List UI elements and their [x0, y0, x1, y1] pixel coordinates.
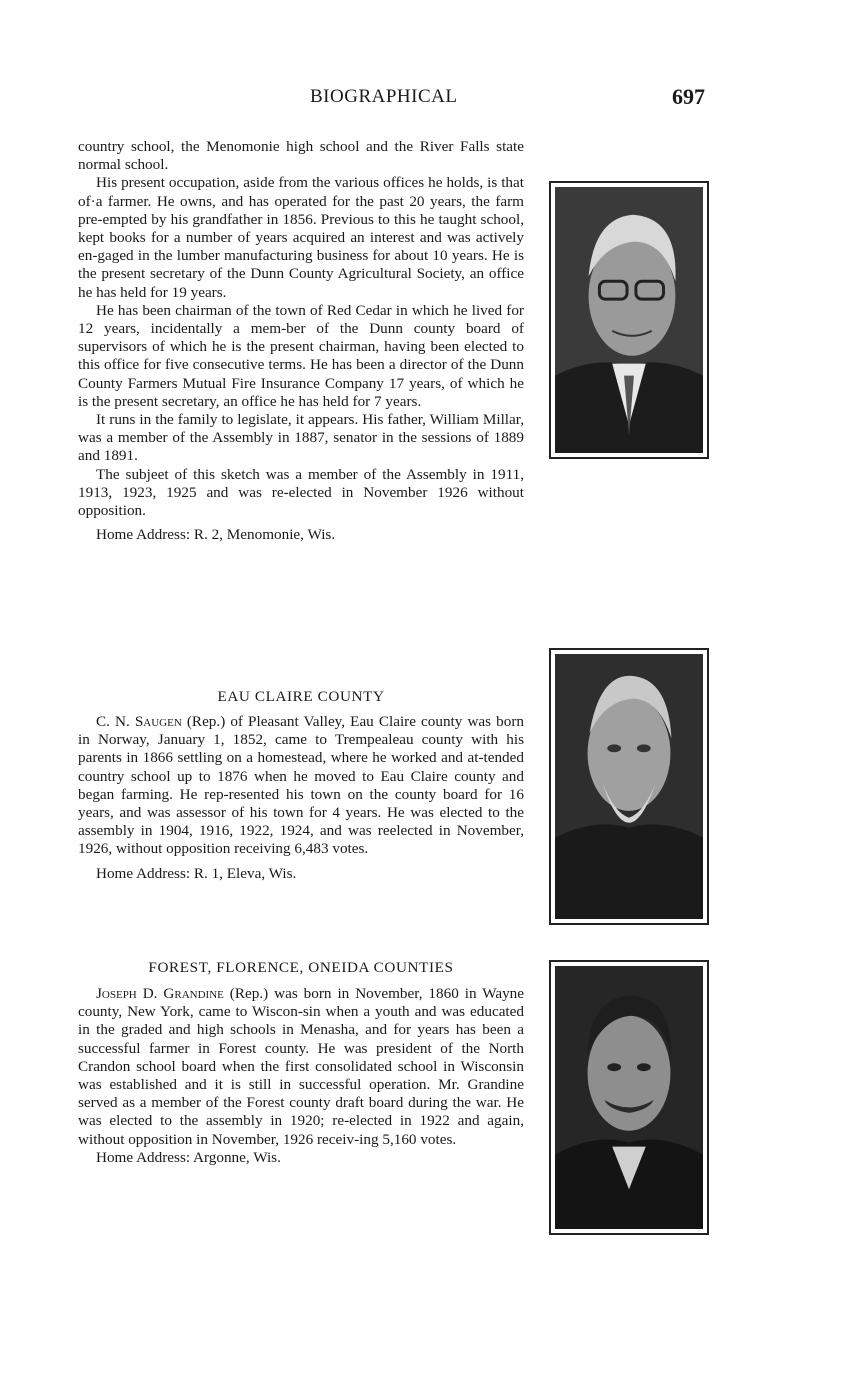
portrait-image [555, 966, 703, 1229]
bio-paragraph [78, 985, 524, 1149]
portrait-photo [549, 648, 709, 925]
home-address: Home Address: Argonne, Wis. [96, 1148, 281, 1166]
portrait-image [555, 187, 703, 453]
bio-paragraph: He has been chairman of the town of Red Cedar in which he lived for 12 years, incidentally a mem-ber of the Dunn county board of supervisors of which he is the present chairman, having been elected to this office for five consecutive terms. He has been a director of the Dunn County Farmers Mutual Fire Insurance Company 17 years, of which he is the present secretary, an office he has held for 7 years. [78, 301, 524, 410]
section-heading: EAU CLAIRE COUNTY [217, 688, 385, 705]
bio-text: (Rep.) was born in November, 1860 in Wayne county, New York, came to Wiscon-sin when a youth and was educated in the graded and high schools in Menasha, and for years has been a successful farmer in Forest county. He was president of the North Crandon school board when the first consolidated school in Wisconsin was established and it is still in successful operation. Mr. Grandine served as a member of the Forest county draft board during the war. He was elected to the assembly in 1920; re-elected in 1922 and again, without opposition in November, 1926 receiv-ing 5,160 votes. [78, 985, 524, 1148]
member-name: C. N. Saugen [96, 713, 182, 730]
bio-paragraph [78, 713, 524, 859]
section-heading: FOREST, FLORENCE, ONEIDA COUNTIES [148, 959, 454, 976]
bio-paragraph: It runs in the family to legislate, it appears. His father, William Millar, was a member of the Assembly in 1887, senator in the sessions of 1889 and 1891. [78, 411, 524, 465]
portrait-image [555, 654, 703, 919]
running-title: BIOGRAPHICAL [310, 86, 458, 107]
bio-paragraph: country school, the Menomonie high school and the River Falls state normal school. [78, 138, 524, 174]
bio-text: (Rep.) of Pleasant Valley, Eau Claire county was born in Norway, January 1, 1852, came to Trempealeau county with his parents in 1866 settling on a homestead, where he worked and at-tended country school up to 1876 when he moved to Eau Claire county and began farming. He rep-resented his town on the county board for 16 years, and was assessor of his town for 4 years. He was elected to the assembly in 1904, 1916, 1922, 1924, and was reelected in November, 1926, without opposition receiving 6,483 votes. [78, 713, 524, 858]
home-address: Home Address: R. 2, Menomonie, Wis. [96, 526, 336, 544]
page-number: 697 [672, 84, 705, 109]
member-name: Joseph D. Grandine [96, 985, 224, 1002]
portrait-photo [549, 960, 709, 1235]
bio-grandine [78, 985, 524, 1167]
bio-paragraph: His present occupation, aside from the various offices he holds, is that of·a farmer. He owns, and has operated for the past 20 years, the farm pre-empted by his grandfather in 1856. Previous to this he taught school, kept books for a number of years acquired an interest and was actively en-gaged in the lumber manufacturing business for about 10 years. He is the present secretary of the Dunn County Agricultural Society, an office he has held for 19 years. [78, 174, 524, 301]
portrait-photo [549, 181, 709, 459]
home-address: Home Address: R. 1, Eleva, Wis. [96, 864, 297, 882]
bio-millar [78, 138, 524, 544]
bio-paragraph: The subjeet of this sketch was a member of the Assembly in 1911, 1913, 1923, 1925 and was re-elected in November 1926 without opposition. [78, 465, 524, 520]
bio-saugen [78, 713, 524, 883]
